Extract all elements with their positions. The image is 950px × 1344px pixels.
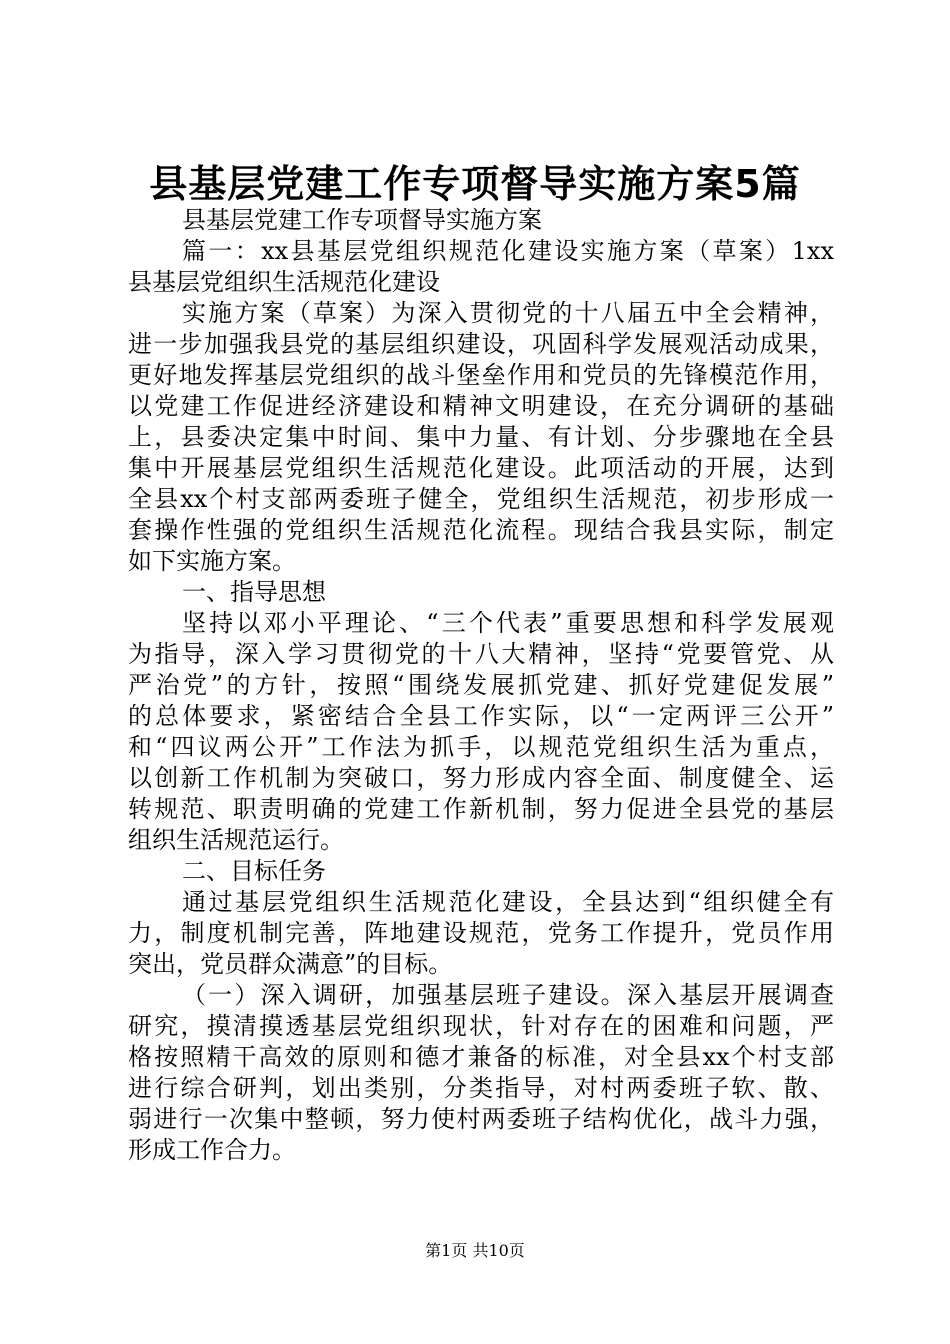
text-line: 以党建工作促进经济建设和精神文明建设，在充分调研的基础	[128, 392, 834, 420]
text-line: 格按照精干高效的原则和德才兼备的标准，对全县xx个村支部	[128, 1043, 834, 1071]
document-body	[128, 205, 834, 1166]
text-line: 全县xx个村支部两委班子健全，党组织生活规范，初步形成一	[128, 485, 834, 513]
page-footer: 第1页 共10页	[425, 1241, 525, 1260]
text-line: 集中开展基层党组织生活规范化建设。此项活动的开展，达到	[128, 454, 834, 482]
text-line: 转规范、职责明确的党建工作新机制，努力促进全县党的基层	[128, 795, 834, 823]
text-line: 弱进行一次集中整顿，努力使村两委班子结构优化，战斗力强，	[128, 1105, 834, 1133]
text-line: 突出，党员群众满意”的目标。	[128, 950, 453, 978]
text-line: 套操作性强的党组织生活规范化流程。现结合我县实际，制定	[128, 516, 834, 544]
text-line: 为指导，深入学习贯彻党的十八大精神，坚持“党要管党、从	[128, 640, 834, 668]
text-line: 篇一：xx县基层党组织规范化建设实施方案（草案）1xx	[182, 237, 834, 265]
text-line: 形成工作合力。	[128, 1136, 296, 1164]
text-line: 县基层党组织生活规范化建设	[128, 268, 440, 296]
text-line: 坚持以邓小平理论、“三个代表”重要思想和科学发展观	[182, 609, 834, 637]
document-title: 县基层党建工作专项督导实施方案5篇	[149, 162, 801, 206]
text-line: 以创新工作机制为突破口，努力形成内容全面、制度健全、运	[128, 764, 834, 792]
text-line: 实施方案（草案）为深入贯彻党的十八届五中全会精神，	[182, 299, 834, 327]
text-line: 上，县委决定集中时间、集中力量、有计划、分步骤地在全县	[128, 423, 834, 451]
text-line: 进一步加强我县党的基层组织建设，巩固科学发展观活动成果，	[128, 330, 834, 358]
text-line: 如下实施方案。	[128, 547, 296, 575]
text-line: 组织生活规范运行。	[128, 826, 344, 854]
text-line: 严治党”的方针，按照“围绕发展抓党建、抓好党建促发展”	[128, 671, 834, 699]
text-line: 研究，摸清摸透基层党组织现状，针对存在的困难和问题，严	[128, 1012, 834, 1040]
text-line: 进行综合研判，划出类别，分类指导，对村两委班子软、散、	[128, 1074, 834, 1102]
text-line: 更好地发挥基层党组织的战斗堡垒作用和党员的先锋模范作用，	[128, 361, 834, 389]
text-line: （一）深入调研，加强基层班子建设。深入基层开展调查	[182, 981, 834, 1009]
text-line: 和“四议两公开”工作法为抓手，以规范党组织生活为重点，	[128, 733, 834, 761]
text-line: 通过基层党组织生活规范化建设，全县达到“组织健全有	[182, 888, 834, 916]
text-line: 二、目标任务	[182, 857, 326, 885]
text-line: 县基层党建工作专项督导实施方案	[182, 206, 542, 234]
text-line: 一、指导思想	[182, 578, 326, 606]
text-line: 力，制度机制完善，阵地建设规范，党务工作提升，党员作用	[128, 919, 834, 947]
text-line: 的总体要求，紧密结合全县工作实际，以“一定两评三公开”	[128, 702, 834, 730]
